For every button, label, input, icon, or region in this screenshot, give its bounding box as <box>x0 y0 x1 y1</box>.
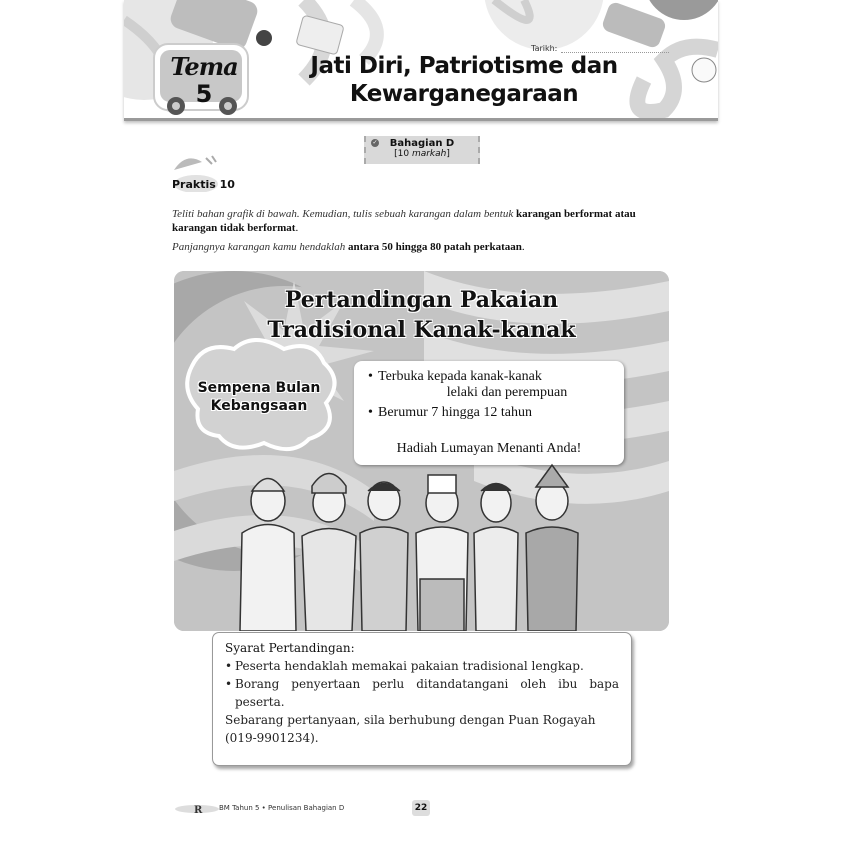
eligibility-text: Terbuka kepada kanak-kanak <box>378 369 542 384</box>
marks-word: markah <box>411 149 447 159</box>
instruction-1 <box>172 207 672 235</box>
occasion-line-1: Sempena Bulan <box>197 380 321 396</box>
eligibility-box <box>354 361 624 465</box>
instruction-2-bold: antara 50 hingga 80 patah perkataan <box>347 241 522 253</box>
poster-title-line-1: Pertandingan Pakaian <box>284 287 559 313</box>
publisher-logo <box>174 803 220 815</box>
check-icon: ✓ <box>372 139 378 146</box>
footer-text: BM Tahun 5 • Penulisan Bahagian D <box>219 804 345 812</box>
tema-number: 5 <box>195 80 213 108</box>
page-number: 22 <box>412 800 430 816</box>
condition-item <box>225 657 619 675</box>
marks-open: [10 <box>394 149 412 159</box>
occasion-line-2: Kebangsaan <box>210 398 308 414</box>
eligibility-item <box>368 369 624 401</box>
eligibility-text: Berumur 7 hingga 12 tahun <box>378 405 532 420</box>
instruction-1-italic: Teliti bahan grafik di bawah. Kemudian, tulis sebuah karangan dalam bentuk <box>172 208 516 220</box>
bullet: • <box>225 659 233 673</box>
instruction-1-bold: karangan berformat atau karangan tidak berformat <box>172 208 636 234</box>
eligibility-text-cont: lelaki dan perempuan <box>446 385 568 400</box>
title-line-2: Kewarganegaraan <box>349 81 579 107</box>
instruction-1-end: . <box>295 222 299 234</box>
poster-title <box>174 285 669 345</box>
instruction-2 <box>172 240 672 254</box>
prize-text: Hadiah Lumayan Menanti Anda! <box>396 441 582 456</box>
tema-label: Tema <box>170 52 238 81</box>
poster-title-line-2: Tradisional Kanak-kanak <box>267 317 576 343</box>
workbook-page <box>124 0 718 842</box>
instruction-2-italic: Panjangnya karangan kamu hendaklah <box>172 241 348 253</box>
bullet: • <box>368 369 373 384</box>
conditions-box <box>212 632 632 766</box>
header-banner <box>124 0 718 121</box>
condition-item <box>225 675 619 711</box>
poster <box>174 271 669 631</box>
instruction-2-end: . <box>521 241 525 253</box>
date-label: Tarikh: <box>531 44 558 53</box>
condition-text: Peserta hendaklah memakai pakaian tradisional lengkap. <box>235 659 584 673</box>
marks-close: ] <box>446 149 450 159</box>
children-illustration <box>234 461 614 631</box>
section-tag <box>364 136 480 164</box>
bullet: • <box>225 677 233 691</box>
marks-label <box>366 149 478 159</box>
occasion-label <box>194 379 324 415</box>
publisher-logo-letter: R <box>194 805 203 815</box>
page-title <box>274 52 654 108</box>
contact-text: Sebarang pertanyaan, sila berhubung dengan Puan Rogayah (019-9901234). <box>225 713 596 745</box>
practice-label: Praktis 10 <box>172 178 235 191</box>
conditions-title: Syarat Pertandingan: <box>225 641 355 655</box>
section-label: Bahagian D <box>389 138 455 149</box>
eligibility-item <box>368 405 624 421</box>
instructions <box>172 207 672 259</box>
condition-text: Borang penyertaan perlu ditandatangani oleh ibu bapa peserta. <box>235 677 619 709</box>
title-line-1: Jati Diri, Patriotisme dan <box>310 53 618 79</box>
bullet: • <box>368 405 373 420</box>
